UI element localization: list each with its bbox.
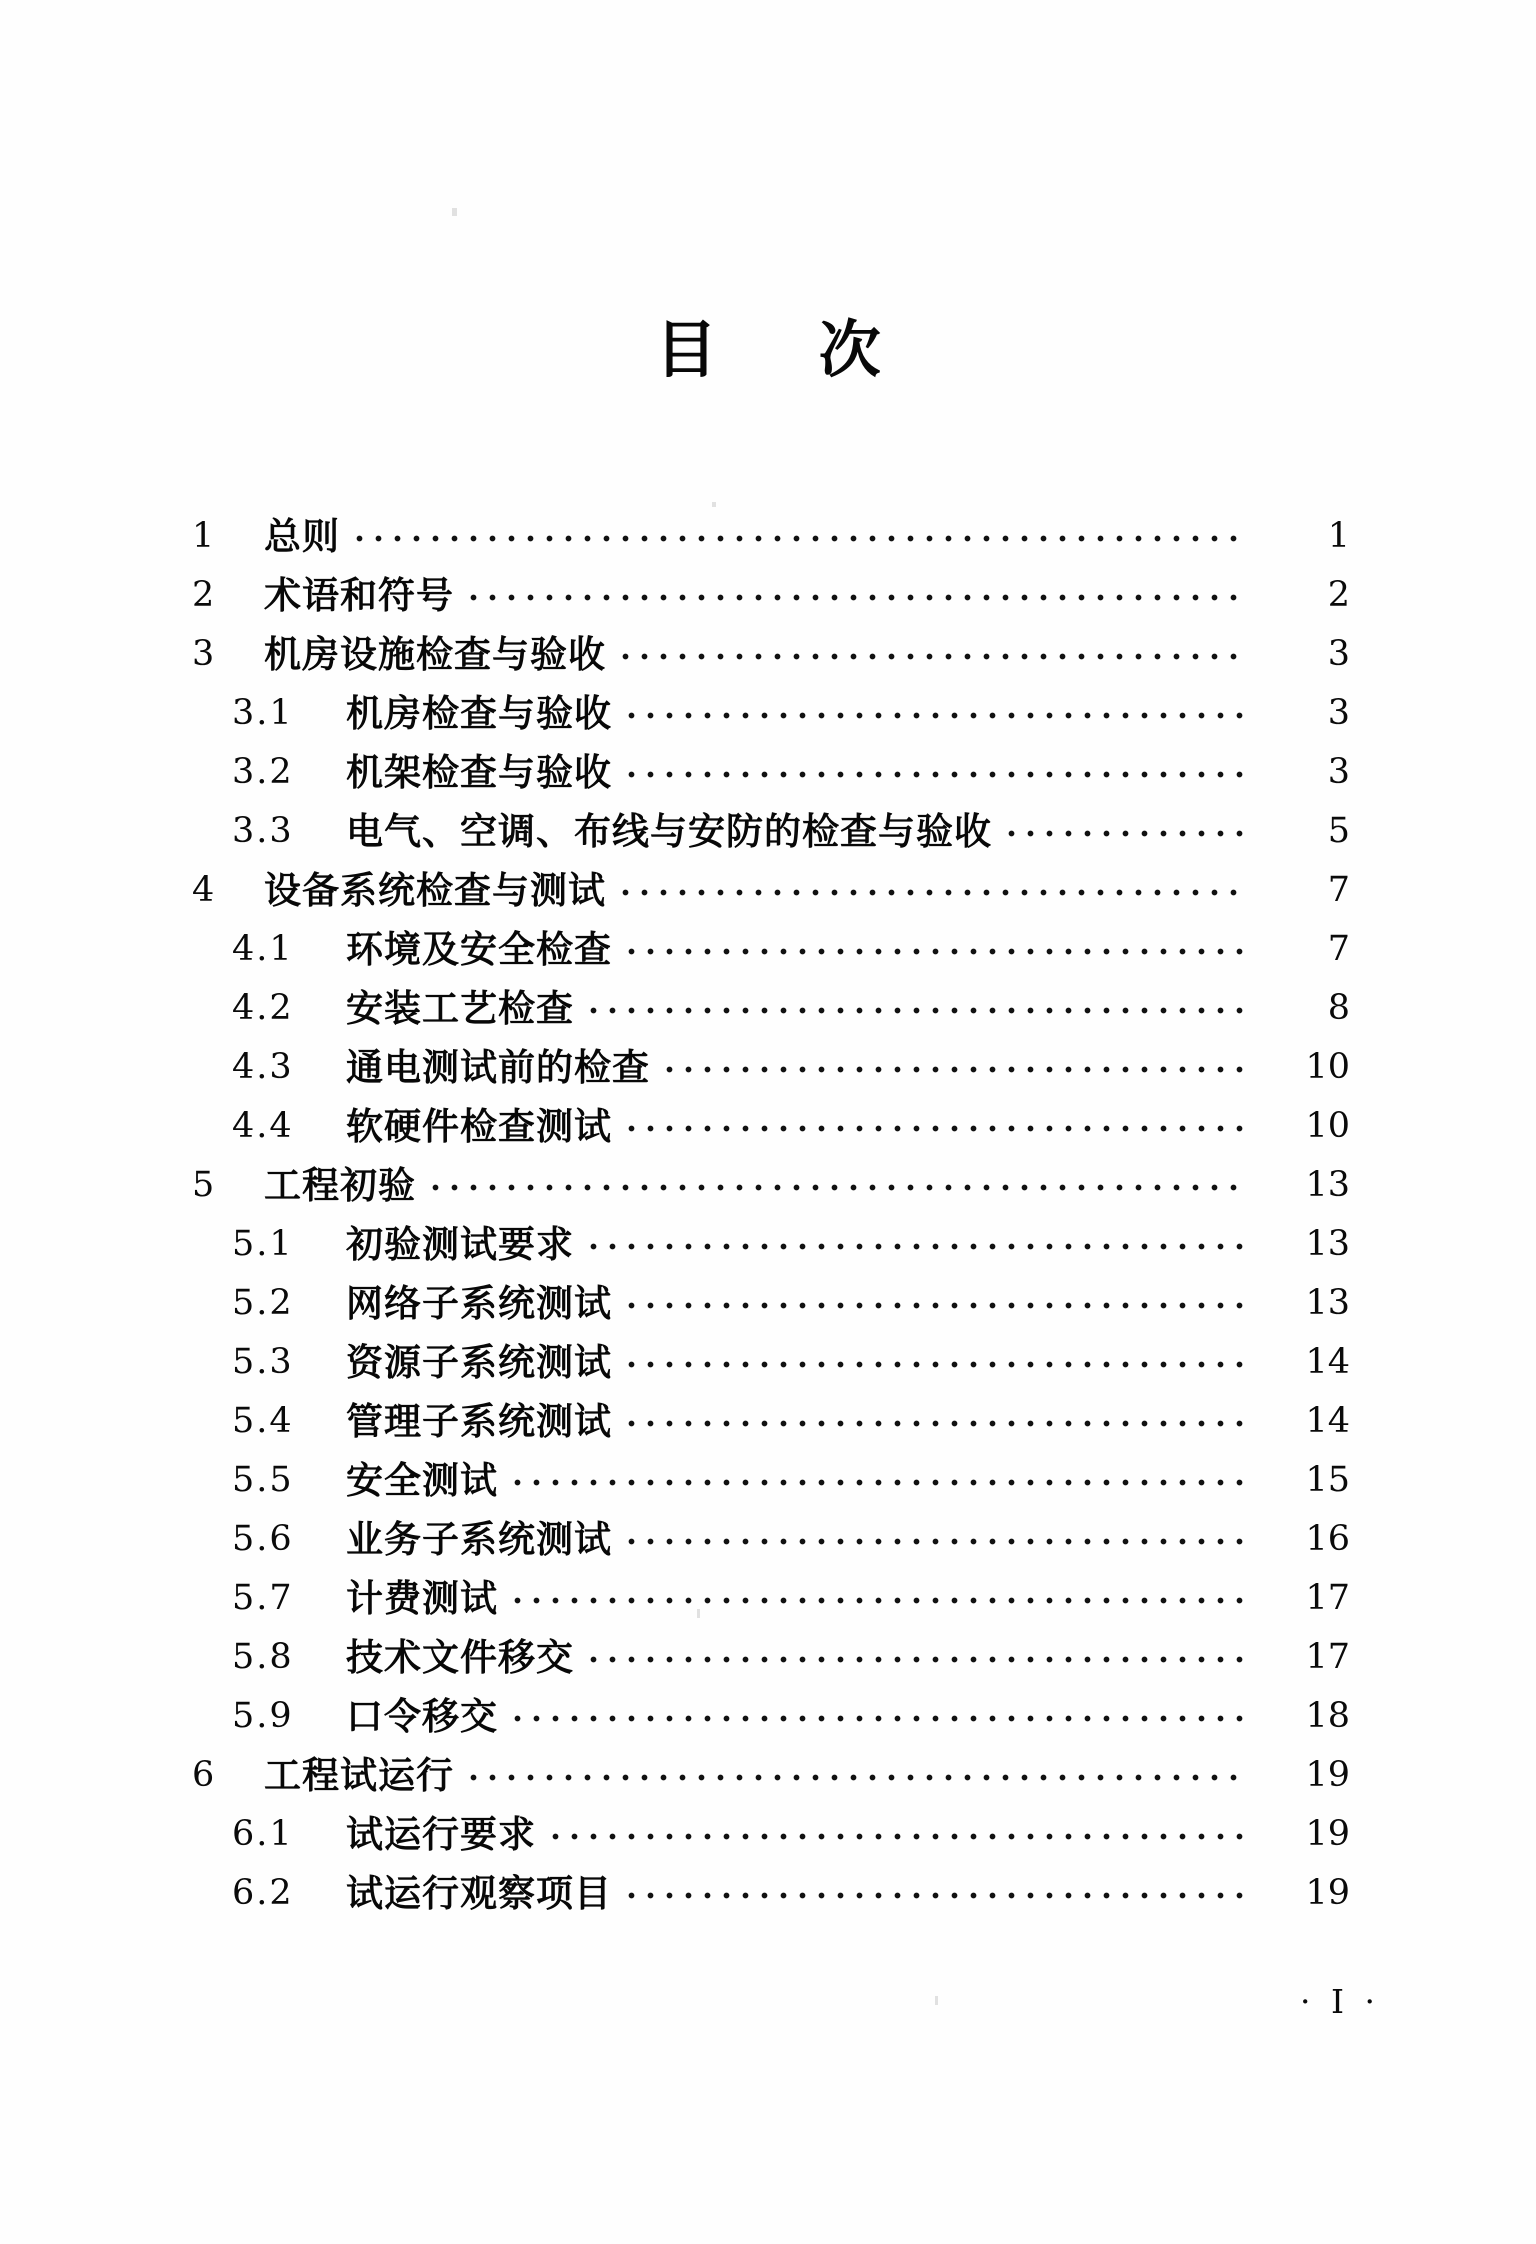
toc-entry-page-number: 13: [1305, 1224, 1350, 1264]
toc-entry-label: 电气、空调、布线与安防的检查与验收: [346, 810, 992, 853]
toc-leader-dots: [514, 1464, 1244, 1494]
toc-leader-dots: [514, 1582, 1244, 1612]
toc-entry-number: 5.1: [232, 1224, 294, 1264]
toc-entry-label: 计费测试: [346, 1577, 498, 1620]
toc-entry-label: 管理子系统测试: [346, 1400, 612, 1443]
toc-leader-dots: [1008, 815, 1244, 845]
toc-entry-number: 4.3: [232, 1047, 294, 1087]
toc-entry-page-number: 3: [1327, 752, 1350, 792]
table-of-contents: [190, 498, 1350, 1914]
toc-entry-number: 5.6: [232, 1519, 294, 1559]
toc-entry-number: 6: [192, 1755, 215, 1795]
toc-entry-page-number: 19: [1305, 1873, 1350, 1913]
toc-entry-number: 4.4: [232, 1106, 294, 1146]
toc-entry-label: 设备系统检查与测试: [264, 869, 606, 912]
toc-entry-number: 5: [192, 1165, 215, 1205]
toc-entry-number: 4.2: [232, 988, 294, 1028]
toc-entry[interactable]: [190, 1855, 1350, 1914]
toc-entry[interactable]: [190, 1619, 1350, 1678]
toc-entry[interactable]: [190, 675, 1350, 734]
toc-entry-number: 4.1: [232, 929, 294, 969]
toc-entry-label: 工程试运行: [264, 1754, 454, 1797]
toc-entry-label: 试运行要求: [346, 1813, 536, 1856]
toc-leader-dots: [628, 1405, 1244, 1435]
toc-entry-number: 3.3: [232, 811, 294, 851]
toc-entry[interactable]: [190, 1678, 1350, 1737]
toc-entry-number: 3.2: [232, 752, 294, 792]
toc-entry-number: 5.7: [232, 1578, 294, 1618]
toc-entry-number: 1: [192, 516, 215, 556]
toc-entry-page-number: 14: [1305, 1342, 1350, 1382]
toc-leader-dots: [470, 579, 1244, 609]
toc-entry[interactable]: [190, 1147, 1350, 1206]
toc-entry-page-number: 19: [1305, 1814, 1350, 1854]
toc-entry-number: 5.2: [232, 1283, 294, 1323]
toc-entry-label: 试运行观察项目: [346, 1872, 612, 1915]
toc-leader-dots: [590, 1641, 1244, 1671]
toc-entry[interactable]: [190, 616, 1350, 675]
toc-entry[interactable]: [190, 1265, 1350, 1324]
toc-entry-label: 口令移交: [346, 1695, 498, 1738]
toc-entry[interactable]: [190, 1560, 1350, 1619]
toc-leader-dots: [628, 756, 1244, 786]
toc-leader-dots: [628, 1877, 1244, 1907]
toc-entry-page-number: 1: [1327, 516, 1350, 556]
toc-entry-page-number: 15: [1305, 1460, 1350, 1500]
toc-leader-dots: [622, 874, 1244, 904]
toc-entry[interactable]: [190, 1737, 1350, 1796]
toc-entry-page-number: 7: [1327, 929, 1350, 969]
page-folio: · I ·: [1300, 1982, 1380, 2021]
toc-leader-dots: [356, 520, 1244, 550]
toc-entry[interactable]: [190, 498, 1350, 557]
toc-entry[interactable]: [190, 557, 1350, 616]
toc-entry-number: 5.5: [232, 1460, 294, 1500]
toc-entry-page-number: 19: [1305, 1755, 1350, 1795]
toc-leader-dots: [590, 1228, 1244, 1258]
toc-entry-label: 工程初验: [264, 1164, 416, 1207]
toc-leader-dots: [432, 1169, 1244, 1199]
toc-entry-label: 初验测试要求: [346, 1223, 574, 1266]
toc-entry-number: 4: [192, 870, 215, 910]
toc-entry-page-number: 7: [1327, 870, 1350, 910]
toc-leader-dots: [628, 1346, 1244, 1376]
toc-entry[interactable]: [190, 1796, 1350, 1855]
toc-entry-label: 总则: [264, 515, 340, 558]
toc-entry-number: 6.1: [232, 1814, 294, 1854]
toc-leader-dots: [628, 1523, 1244, 1553]
toc-entry-label: 机房检查与验收: [346, 692, 612, 735]
toc-entry[interactable]: [190, 1324, 1350, 1383]
toc-entry[interactable]: [190, 1029, 1350, 1088]
toc-entry-page-number: 13: [1305, 1283, 1350, 1323]
toc-entry-page-number: 10: [1305, 1106, 1350, 1146]
toc-entry-page-number: 8: [1327, 988, 1350, 1028]
toc-entry-page-number: 16: [1305, 1519, 1350, 1559]
toc-leader-dots: [552, 1818, 1244, 1848]
page-title: 目 次: [655, 313, 921, 386]
toc-entry[interactable]: [190, 734, 1350, 793]
toc-entry-page-number: 17: [1305, 1637, 1350, 1677]
toc-entry-label: 技术文件移交: [346, 1636, 574, 1679]
toc-entry-page-number: 13: [1305, 1165, 1350, 1205]
toc-entry-label: 网络子系统测试: [346, 1282, 612, 1325]
toc-entry-label: 环境及安全检查: [346, 928, 612, 971]
toc-entry[interactable]: [190, 911, 1350, 970]
toc-entry[interactable]: [190, 970, 1350, 1029]
toc-entry-number: 2: [192, 575, 215, 615]
toc-leader-dots: [666, 1051, 1244, 1081]
toc-entry[interactable]: [190, 1206, 1350, 1265]
scan-speckle: [452, 208, 457, 216]
toc-entry-label: 安装工艺检查: [346, 987, 574, 1030]
toc-entry-label: 安全测试: [346, 1459, 498, 1502]
toc-leader-dots: [628, 697, 1244, 727]
toc-entry-page-number: 2: [1327, 575, 1350, 615]
toc-leader-dots: [514, 1700, 1244, 1730]
toc-leader-dots: [590, 992, 1244, 1022]
toc-leader-dots: [628, 1110, 1244, 1140]
toc-leader-dots: [470, 1759, 1244, 1789]
toc-leader-dots: [628, 1287, 1244, 1317]
toc-entry-number: 3: [192, 634, 215, 674]
toc-entry-page-number: 17: [1305, 1578, 1350, 1618]
toc-leader-dots: [628, 933, 1244, 963]
toc-entry-number: 5.9: [232, 1696, 294, 1736]
toc-entry-label: 通电测试前的检查: [346, 1046, 650, 1089]
toc-entry[interactable]: [190, 852, 1350, 911]
toc-leader-dots: [622, 638, 1244, 668]
toc-entry-label: 术语和符号: [264, 574, 454, 617]
scan-speckle: [935, 1996, 938, 2005]
toc-entry-number: 5.8: [232, 1637, 294, 1677]
toc-entry-page-number: 10: [1305, 1047, 1350, 1087]
toc-entry-number: 5.3: [232, 1342, 294, 1382]
toc-entry[interactable]: [190, 1088, 1350, 1147]
toc-entry[interactable]: [190, 1383, 1350, 1442]
toc-entry-number: 3.1: [232, 693, 294, 733]
toc-entry-page-number: 18: [1305, 1696, 1350, 1736]
toc-entry-label: 机房设施检查与验收: [264, 633, 606, 676]
toc-entry-label: 机架检查与验收: [346, 751, 612, 794]
toc-entry-number: 6.2: [232, 1873, 294, 1913]
toc-entry-page-number: 3: [1327, 634, 1350, 674]
toc-entry-number: 5.4: [232, 1401, 294, 1441]
toc-entry[interactable]: [190, 793, 1350, 852]
toc-entry-page-number: 3: [1327, 693, 1350, 733]
toc-entry-label: 软硬件检查测试: [346, 1105, 612, 1148]
toc-entry-label: 资源子系统测试: [346, 1341, 612, 1384]
toc-entry[interactable]: [190, 1442, 1350, 1501]
toc-entry-page-number: 14: [1305, 1401, 1350, 1441]
toc-entry-page-number: 5: [1327, 811, 1350, 851]
toc-entry-label: 业务子系统测试: [346, 1518, 612, 1561]
toc-entry[interactable]: [190, 1501, 1350, 1560]
